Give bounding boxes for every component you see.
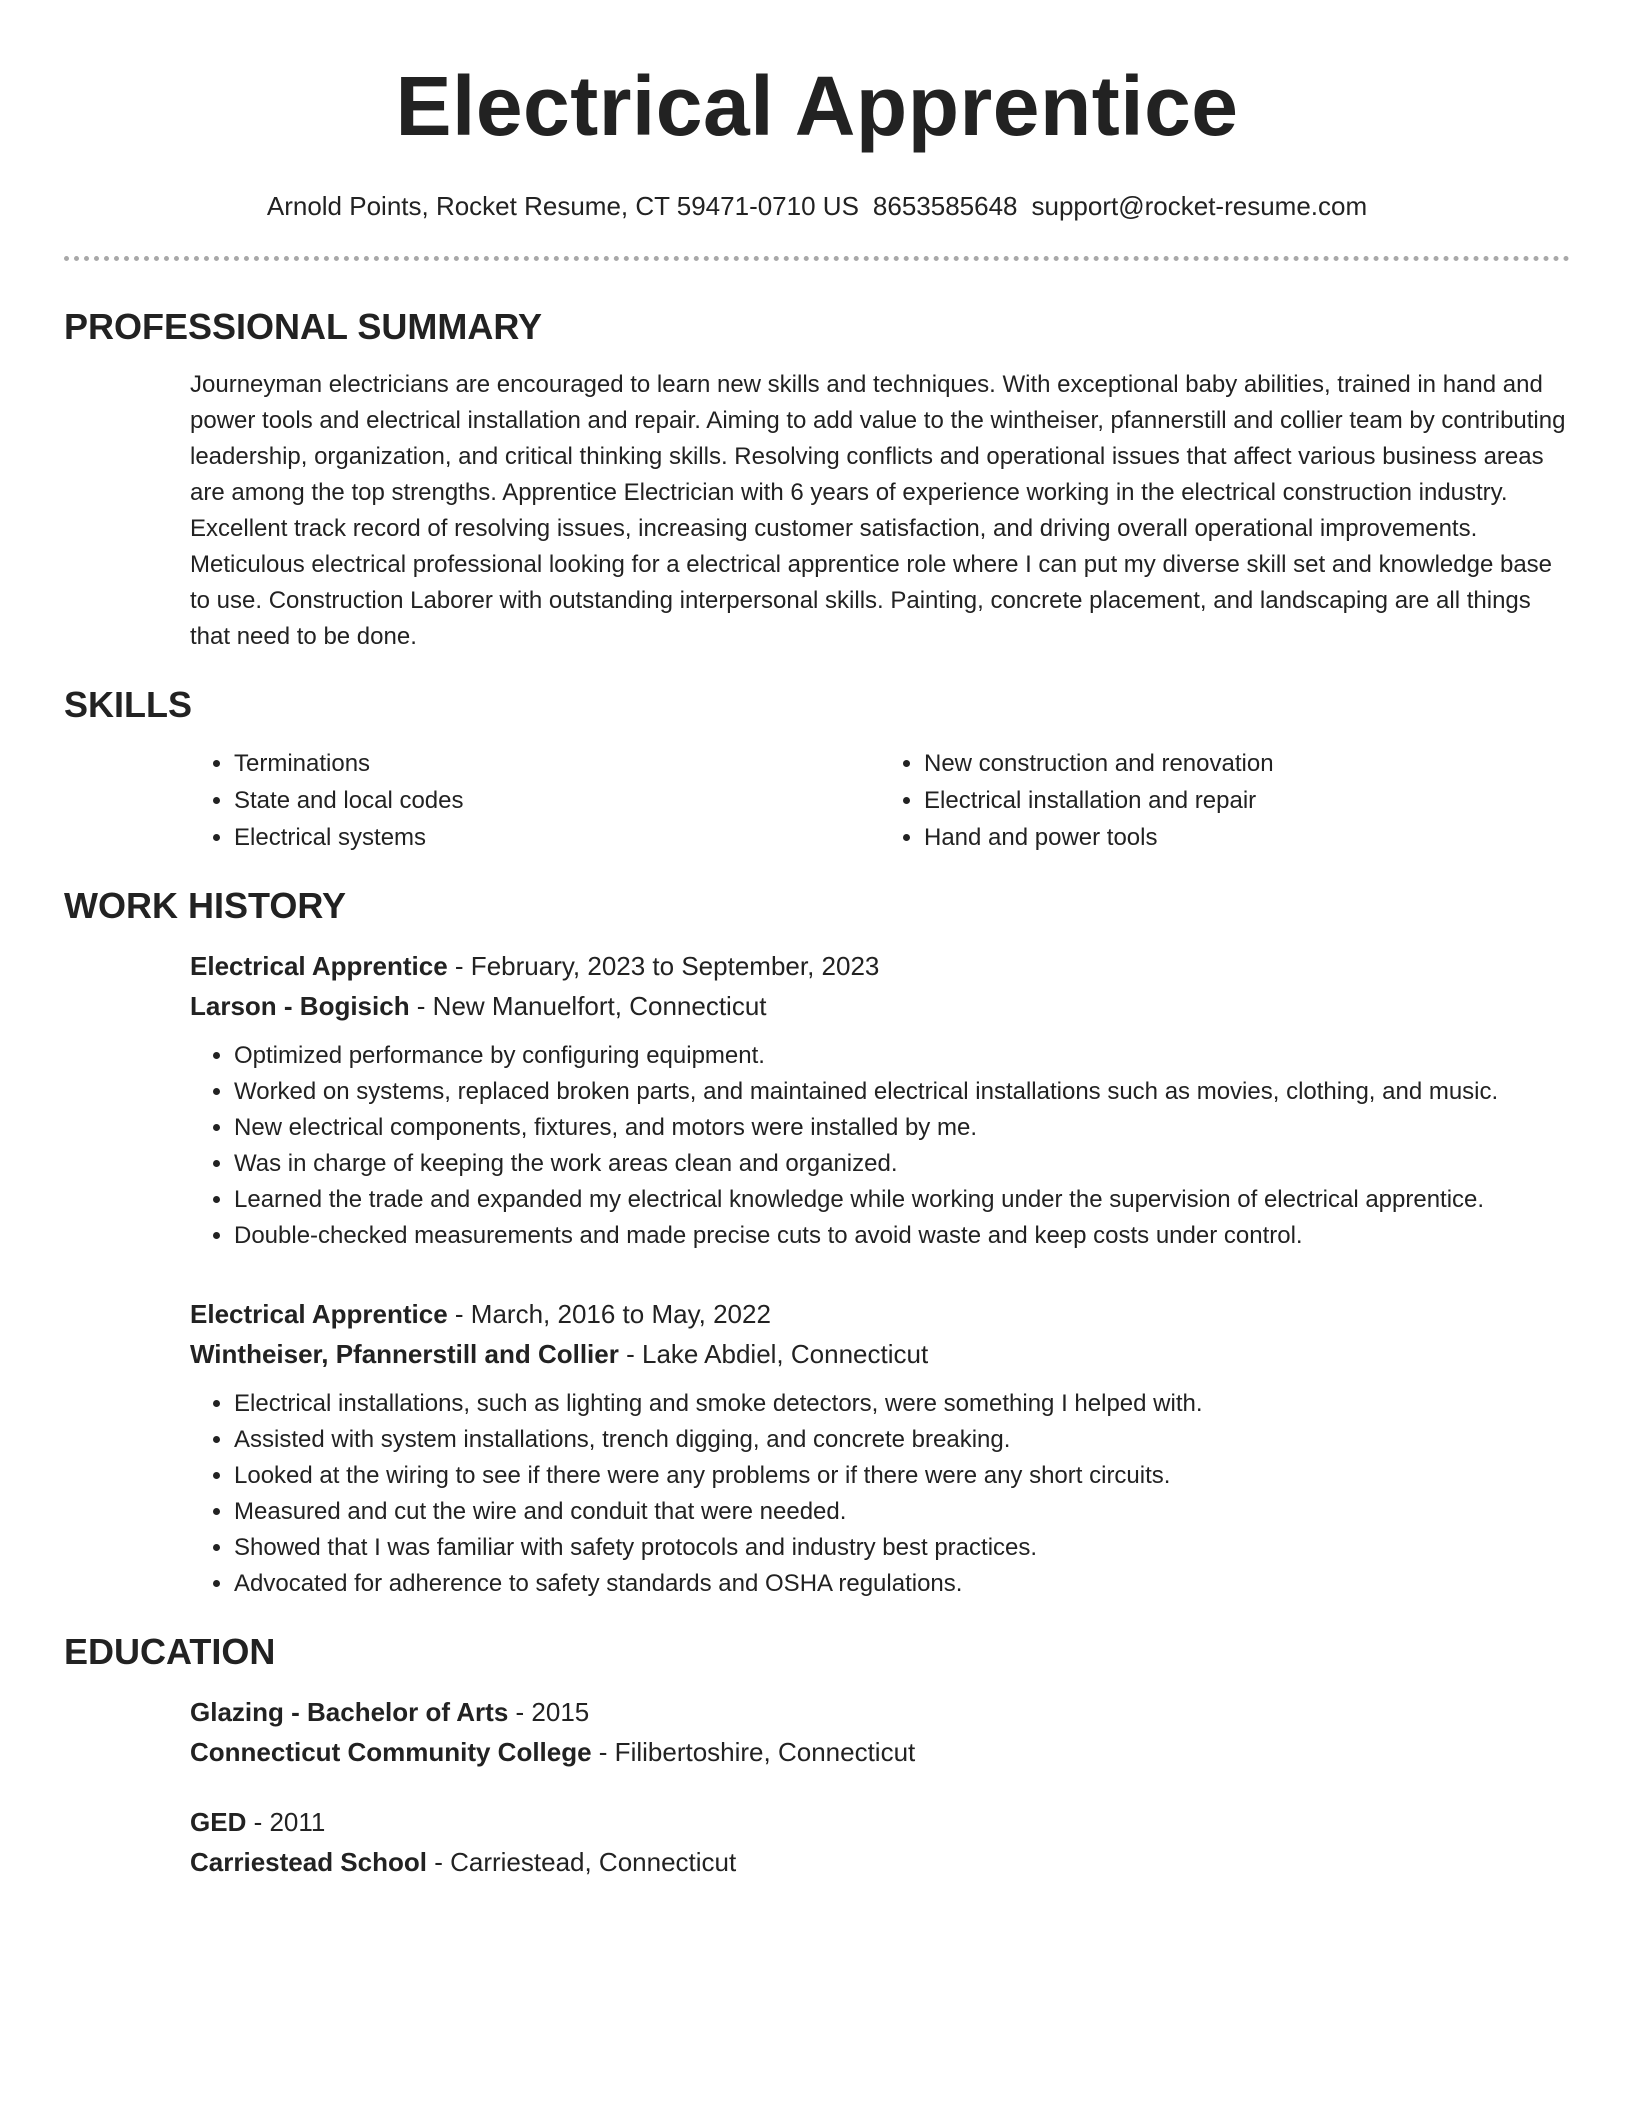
skill-item: • Terminations bbox=[234, 745, 880, 782]
education-entry bbox=[190, 1692, 1570, 1772]
skill-item: • Hand and power tools bbox=[924, 819, 1570, 856]
job-role: Electrical Apprentice bbox=[190, 951, 448, 981]
contact-email: support@rocket-resume.com bbox=[1031, 191, 1368, 221]
job-bullet: • New electrical components, fixtures, and motors were installed by me. bbox=[234, 1110, 1570, 1146]
skill-item: • State and local codes bbox=[234, 782, 880, 819]
job-bullet: • Worked on systems, replaced broken parts, and maintained electrical installations such as movies, clothing, and music. bbox=[234, 1074, 1570, 1110]
education-location: - Filibertoshire, Connecticut bbox=[591, 1737, 916, 1767]
skill-item: • Electrical installation and repair bbox=[924, 782, 1570, 819]
work-history-heading: WORK HISTORY bbox=[64, 885, 347, 926]
job-role-line bbox=[190, 946, 1570, 986]
education-school-line bbox=[190, 1732, 1570, 1772]
education-school-line bbox=[190, 1842, 1570, 1882]
skill-item: • New construction and renovation bbox=[924, 745, 1570, 782]
summary-text: Journeyman electricians are encouraged to learn new skills and techniques. With exceptional baby abilities, trained in hand and power tools and electrical installation and repair. Aiming to add value to the wintheiser, pfannerstill and collier team by contributing leadership, organization, and critical thinking skills. Resolving conflicts and operational issues that affect various business areas are among the top strengths. Apprentice Electrician with 6 years of experience working in the electrical construction industry. Excellent track record of resolving issues, increasing customer satisfaction, and driving overall operational improvements. Meticulous electrical professional looking for a electrical apprentice role where I can put my diverse skill set and knowledge base to use. Construction Laborer with outstanding interpersonal skills. Painting, concrete placement, and landscaping are all things that need to be done. bbox=[190, 371, 1566, 650]
job-bullet: • Electrical installations, such as lighting and smoke detectors, were something I helped with. bbox=[234, 1386, 1570, 1422]
job-entry bbox=[190, 1294, 1570, 1602]
job-bullet: • Measured and cut the wire and conduit that were needed. bbox=[234, 1494, 1570, 1530]
job-role: Electrical Apprentice bbox=[190, 1299, 448, 1329]
job-company-line bbox=[190, 1334, 1570, 1374]
skills-list bbox=[190, 745, 1570, 856]
job-company: Larson - Bogisich bbox=[190, 991, 410, 1021]
education-entry bbox=[190, 1802, 1570, 1882]
skills-column-right bbox=[880, 745, 1570, 856]
job-bullet: • Assisted with system installations, trench digging, and concrete breaking. bbox=[234, 1422, 1570, 1458]
contact-address: Arnold Points, Rocket Resume, CT 59471-0710 US bbox=[266, 191, 859, 221]
education-year: - 2015 bbox=[508, 1697, 590, 1727]
summary-heading: PROFESSIONAL SUMMARY bbox=[64, 306, 543, 347]
education-degree-line bbox=[190, 1692, 1570, 1732]
job-role-line bbox=[190, 1294, 1570, 1334]
job-bullet: • Double-checked measurements and made precise cuts to avoid waste and keep costs under control. bbox=[234, 1218, 1570, 1254]
job-bullets bbox=[190, 1038, 1570, 1254]
education-location: - Carriestead, Connecticut bbox=[426, 1847, 737, 1877]
contact-phone: 8653585648 bbox=[872, 191, 1018, 221]
job-bullet: • Optimized performance by configuring equipment. bbox=[234, 1038, 1570, 1074]
job-location: - Lake Abdiel, Connecticut bbox=[618, 1339, 929, 1369]
job-bullets bbox=[190, 1386, 1570, 1602]
job-bullet: • Was in charge of keeping the work areas clean and organized. bbox=[234, 1146, 1570, 1182]
job-company: Wintheiser, Pfannerstill and Collier bbox=[190, 1339, 619, 1369]
contact-line bbox=[64, 190, 1570, 222]
education-degree: GED bbox=[190, 1807, 247, 1837]
job-entry bbox=[190, 946, 1570, 1254]
education-heading: EDUCATION bbox=[64, 1631, 276, 1672]
education-degree-line bbox=[190, 1802, 1570, 1842]
education-year: - 2011 bbox=[246, 1807, 326, 1837]
job-dates: - February, 2023 to September, 2023 bbox=[447, 951, 880, 981]
skill-item: • Electrical systems bbox=[234, 819, 880, 856]
skills-heading: SKILLS bbox=[64, 684, 193, 725]
job-bullet: • Advocated for adherence to safety standards and OSHA regulations. bbox=[234, 1566, 1570, 1602]
header-divider bbox=[64, 256, 1570, 261]
education-degree: Glazing - Bachelor of Arts bbox=[190, 1697, 509, 1727]
job-location: - New Manuelfort, Connecticut bbox=[409, 991, 767, 1021]
job-bullet: • Showed that I was familiar with safety protocols and industry best practices. bbox=[234, 1530, 1570, 1566]
job-bullet: • Looked at the wiring to see if there were any problems or if there were any short circuits. bbox=[234, 1458, 1570, 1494]
education-school: Connecticut Community College bbox=[190, 1737, 592, 1767]
job-bullet: • Learned the trade and expanded my electrical knowledge while working under the supervision of electrical apprentice. bbox=[234, 1182, 1570, 1218]
skills-column-left bbox=[190, 745, 880, 856]
education-school: Carriestead School bbox=[190, 1847, 427, 1877]
job-dates: - March, 2016 to May, 2022 bbox=[447, 1299, 771, 1329]
resume-title: Electrical Apprentice bbox=[395, 59, 1239, 153]
resume-page bbox=[64, 0, 1570, 1882]
job-company-line bbox=[190, 986, 1570, 1026]
